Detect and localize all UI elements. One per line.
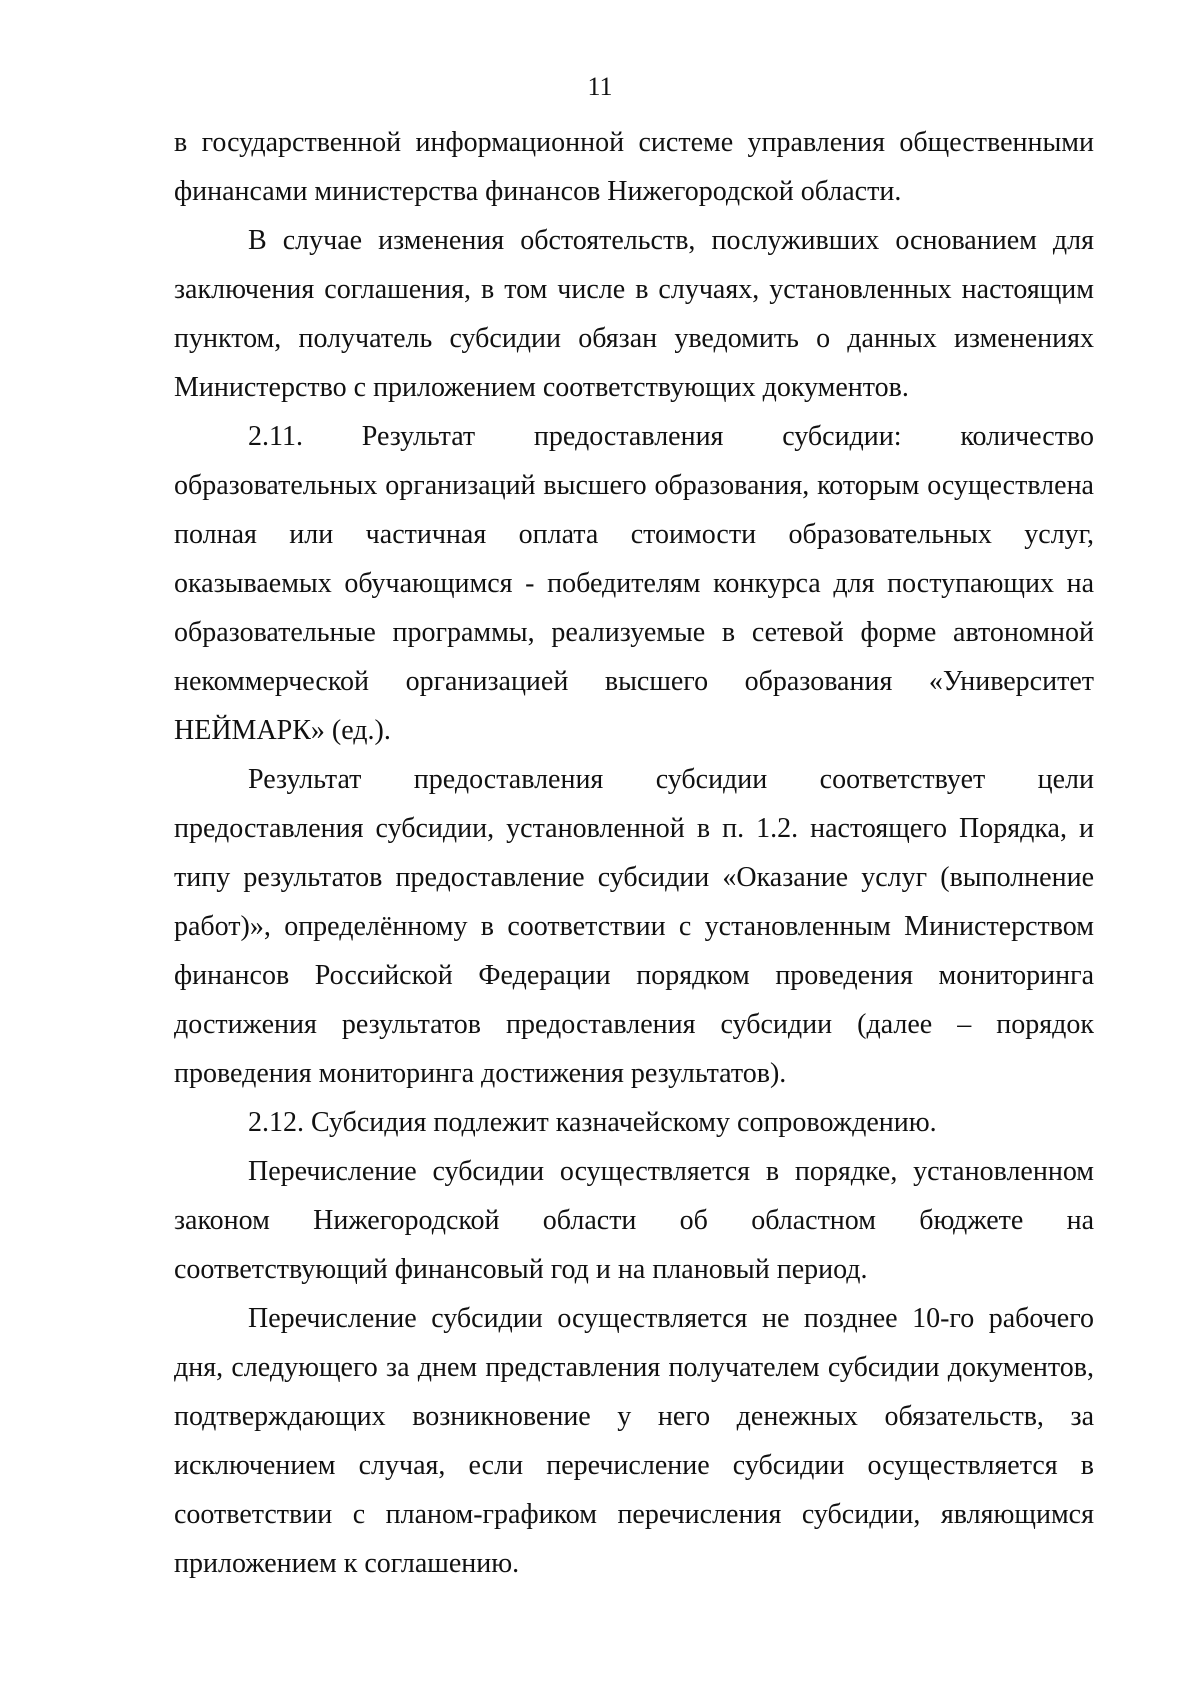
paragraph-6: Перечисление субсидии осуществляется в порядке, установленном законом Нижегородской области об областном бюджете на соответствующий финансовый год и на плановый период. — [174, 1156, 1094, 1285]
paragraph-7: Перечисление субсидии осуществляется не позднее 10-го рабочего дня, следующего за днем представления получателем субсидии документов, подтверждающих возникновение у него денежных обязательств, за исключением случая, если перечисление субсидии осуществляется в соответствии с планом-графиком перечисления субсидии, являющимся приложением к соглашению. — [174, 1303, 1094, 1579]
paragraph-4: Результат предоставления субсидии соответствует цели предоставления субсидии, установленной в п. 1.2. настоящего Порядка, и типу результатов предоставление субсидии «Оказание услуг (выполнение работ)», определённому в соответствии с установленным Министерством финансов Российской Федерации порядком проведения мониторинга достижения результатов предоставления субсидии (далее – порядок проведения мониторинга достижения результатов). — [174, 764, 1094, 1089]
document-body — [174, 118, 1094, 1588]
page-number: 11 — [587, 72, 613, 101]
paragraph-5: 2.12. Субсидия подлежит казначейскому сопровождению. — [248, 1107, 937, 1138]
paragraph-2: В случае изменения обстоятельств, послуживших основанием для заключения соглашения, в том числе в случаях, установленных настоящим пунктом, получатель субсидии обязан уведомить о данных изменениях Министерство с приложением соответствующих документов. — [174, 225, 1094, 403]
paragraph-3: 2.11. Результат предоставления субсидии: количество образовательных организаций высшего образования, которым осуществлена полная или частичная оплата стоимости образовательных услуг, оказываемых обучающимся - победителям конкурса для поступающих на образовательные программы, реализуемые в сетевой форме автономной некоммерческой организацией высшего образования «Университет НЕЙМАРК» (ед.). — [174, 421, 1094, 746]
paragraph-1: в государственной информационной системе управления общественными финансами министерства финансов Нижегородской области. — [174, 127, 1094, 207]
